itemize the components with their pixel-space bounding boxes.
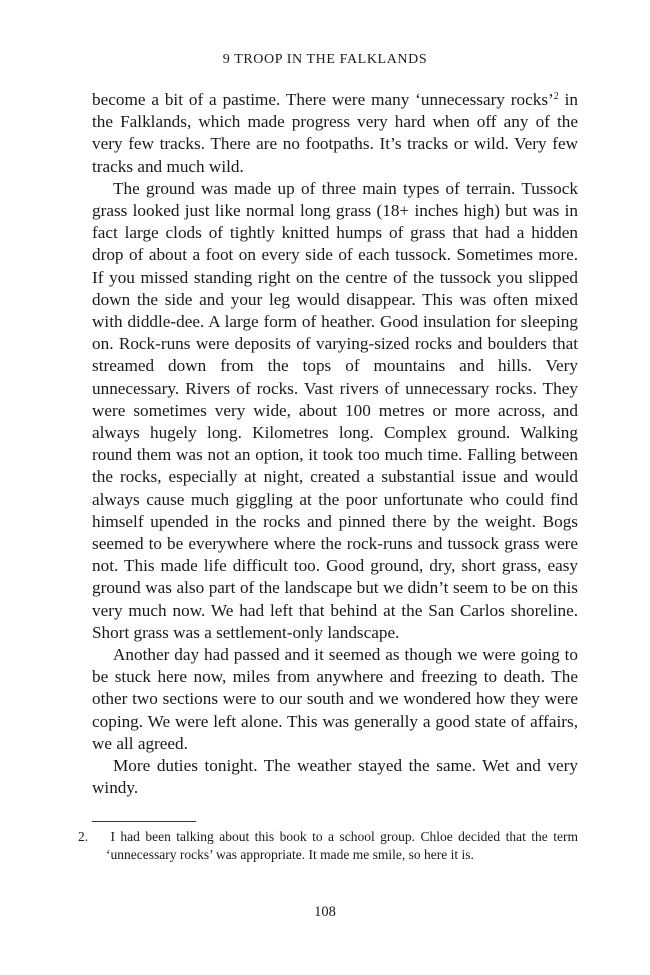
body-text	[92, 89, 578, 800]
paragraph-1-text-end: in the Falklands, which made progress very hard when off any of the very few tracks. There are no footpaths. It’s tracks or wild. Very few tracks and much wild.	[92, 90, 578, 176]
paragraph-4: More duties tonight. The weather stayed the same. Wet and very windy.	[92, 756, 578, 798]
page-number: 108	[314, 904, 336, 920]
footnote-reference: 2	[553, 91, 559, 102]
footnote-divider	[92, 821, 196, 822]
running-head: 9 TROOP IN THE FALKLANDS	[222, 52, 428, 67]
paragraph-1-text-start: become a bit of a pastime. There were many ‘unnecessary rocks’	[92, 90, 554, 109]
footnote-text: I had been talking about this book to a school group. Chloe decided that the term ‘unnecessary rocks’ was appropriate. It made me smile, so here it is.	[106, 829, 578, 862]
footnote	[78, 828, 578, 864]
paragraph-2: The ground was made up of three main types of terrain. Tussock grass looked just like normal long grass (18+ inches high) but was in fact large clods of tightly knitted humps of grass that had a hidden drop of about a foot on every side of each tussock. Sometimes more. If you missed standing right on the centre of the tussock you slipped down the side and your leg would disappear. This was often mixed with diddle-dee. A large form of heather. Good insulation for sleeping on. Rock-runs were deposits of varying-sized rocks and boulders that streamed down from the tops of mountains and hills. Very unnecessary. Rivers of rocks. Vast rivers of unnecessary rocks. They were sometimes very wide, about 100 metres or more across, and always hugely long. Kilometres long. Complex ground. Walking round them was not an option, it took too much time. Falling between the rocks, especially at night, created a substantial issue and would always cause much giggling at the poor unfortunate who could find himself upended in the rocks and pinned there by the weight. Bogs seemed to be everywhere where the rock-runs and tussock grass were not. This made life difficult too. Good ground, dry, short grass, easy ground was also part of the landscape but we didn’t seem to be on this very much now. We had left that behind at the San Carlos shoreline. Short grass was a settlement-only landscape.	[92, 178, 578, 642]
paragraph-3: Another day had passed and it seemed as though we were going to be stuck here now, miles from anywhere and freezing to death. The other two sections were to our south and we wondered how they were coping. We were left alone. This was generally a good state of affairs, we all agreed.	[92, 645, 578, 753]
paragraph-1	[92, 89, 578, 178]
footnote-number: 2.	[78, 829, 89, 844]
